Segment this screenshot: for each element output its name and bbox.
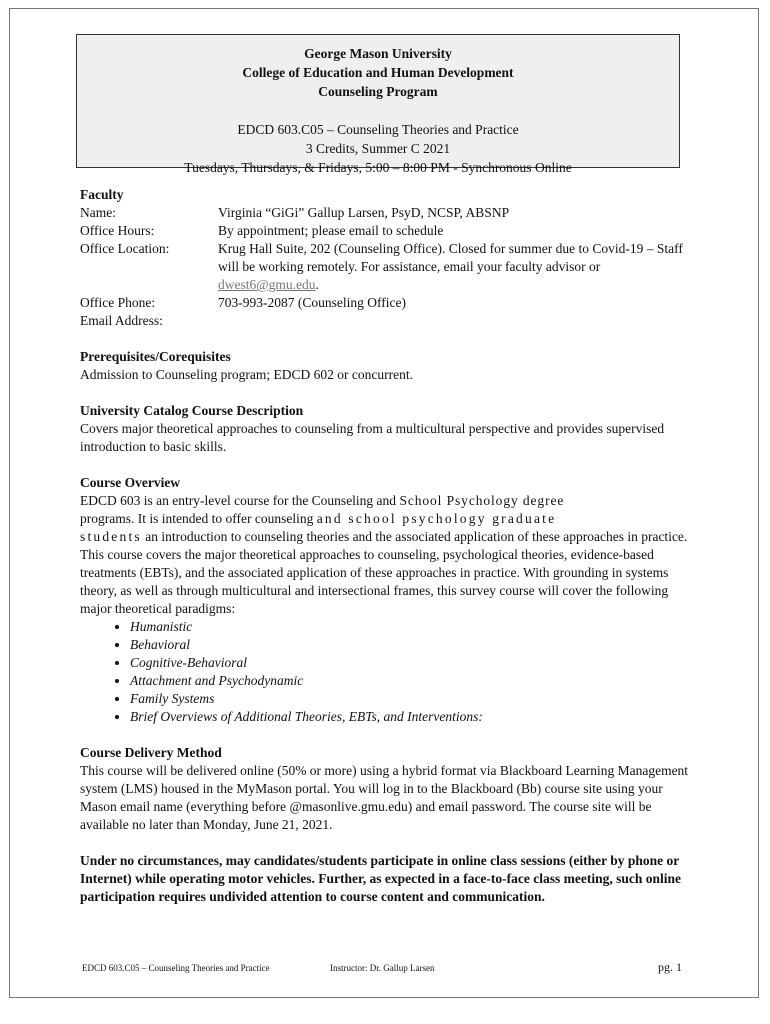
office-phone-value: 703-993-2087 (Counseling Office): [218, 295, 406, 310]
overview-heading: Course Overview: [80, 475, 181, 490]
faculty-name-label: Name:: [80, 205, 116, 220]
overview-part-1b: School Psychology degree: [399, 493, 565, 508]
overview-part-3b: an introduction to counseling theories and the associated application of these approaches in practice. This course covers the major theoretical approaches to counseling, psychological theories, evidence-based treatments (EBTs), and the associated application of these approaches in practice. With grounding in systems theory, as well as through multicultural and intersectional frames, this survey course will cover the following major theoretical paradigms:: [80, 529, 688, 616]
course-credits: 3 Credits, Summer C 2021: [305, 141, 451, 156]
syllabus-body: [80, 186, 690, 906]
list-item: • Attachment and Psychodynamic: [130, 672, 690, 690]
catalog-text: Covers major theoretical approaches to counseling from a multicultural perspective and provides supervised introduction to basic skills.: [80, 421, 665, 454]
advisor-email-link[interactable]: dwest6@gmu.edu: [218, 277, 316, 292]
footer-instructor: Instructor: Dr. Gallup Larsen: [330, 963, 435, 973]
list-item: • Cognitive-Behavioral: [130, 654, 690, 672]
office-location-text: Krug Hall Suite, 202 (Counseling Office). Closed for summer due to Covid-19 – Staff will be working remotely. For assistance, email your faculty advisor or: [218, 241, 683, 274]
prereq-heading: Prerequisites/Corequisites: [80, 349, 231, 364]
vehicle-warning: Under no circumstances, may candidates/students participate in online class sessions (either by phone or Internet) while operating motor vehicles. Further, as expected in a face-to-face class meeting, such online participation requires undivided attention to course content and communication.: [80, 853, 682, 904]
list-item: • Humanistic: [130, 618, 690, 636]
university-name: George Mason University: [304, 46, 452, 61]
overview-part-1a: EDCD 603 is an entry-level course for the Counseling and: [80, 493, 397, 508]
catalog-heading: University Catalog Course Description: [80, 403, 304, 418]
office-location-value: [218, 240, 690, 294]
course-title: EDCD 603.C05 – Counseling Theories and Practice: [237, 122, 519, 137]
paradigm-list: [80, 618, 690, 726]
overview-part-2b: and school psychology graduate: [316, 511, 557, 526]
overview-part-2a: programs. It is intended to offer counseling: [80, 511, 314, 526]
page-footer: [82, 960, 682, 974]
office-phone-row: [80, 294, 690, 312]
faculty-name-value: Virginia “GiGi” Gallup Larsen, PsyD, NCSP, ABSNP: [218, 205, 510, 220]
footer-course: EDCD 603.C05 – Counseling Theories and Practice: [82, 963, 270, 973]
page-number: pg. 1: [658, 960, 682, 974]
office-hours-row: [80, 222, 690, 240]
overview-part-3a: students: [80, 529, 142, 544]
faculty-name-row: [80, 204, 690, 222]
overview-text: [80, 492, 690, 618]
faculty-heading: Faculty: [80, 187, 124, 202]
delivery-text: This course will be delivered online (50% or more) using a hybrid format via Blackboard Learning Management system (LMS) housed in the MyMason portal. You will log in to the Blackboard (Bb) course site using your Mason email name (everything before @masonlive.gmu.edu) and email password. The course site will be available no later than Monday, June 21, 2021.: [80, 763, 689, 832]
list-item: • Family Systems: [130, 690, 690, 708]
list-item: • Behavioral: [130, 636, 690, 654]
course-schedule: Tuesdays, Thursdays, & Fridays, 5:00 – 8:00 PM - Synchronous Online: [184, 160, 572, 175]
office-hours-value: By appointment; please email to schedule: [218, 223, 444, 238]
email-label: Email Address:: [80, 313, 163, 328]
office-hours-label: Office Hours:: [80, 223, 155, 238]
email-row: [80, 312, 690, 330]
prereq-text: Admission to Counseling program; EDCD 602 or concurrent.: [80, 367, 413, 382]
office-location-end: .: [315, 277, 319, 292]
list-item: • Brief Overviews of Additional Theories, EBTs, and Interventions:: [130, 708, 690, 726]
delivery-heading: Course Delivery Method: [80, 745, 222, 760]
program-name: Counseling Program: [318, 84, 438, 99]
office-location-label: Office Location:: [80, 241, 170, 256]
office-phone-label: Office Phone:: [80, 295, 156, 310]
office-location-row: [80, 240, 690, 294]
course-header: [76, 34, 680, 175]
college-name: College of Education and Human Development: [242, 65, 514, 80]
